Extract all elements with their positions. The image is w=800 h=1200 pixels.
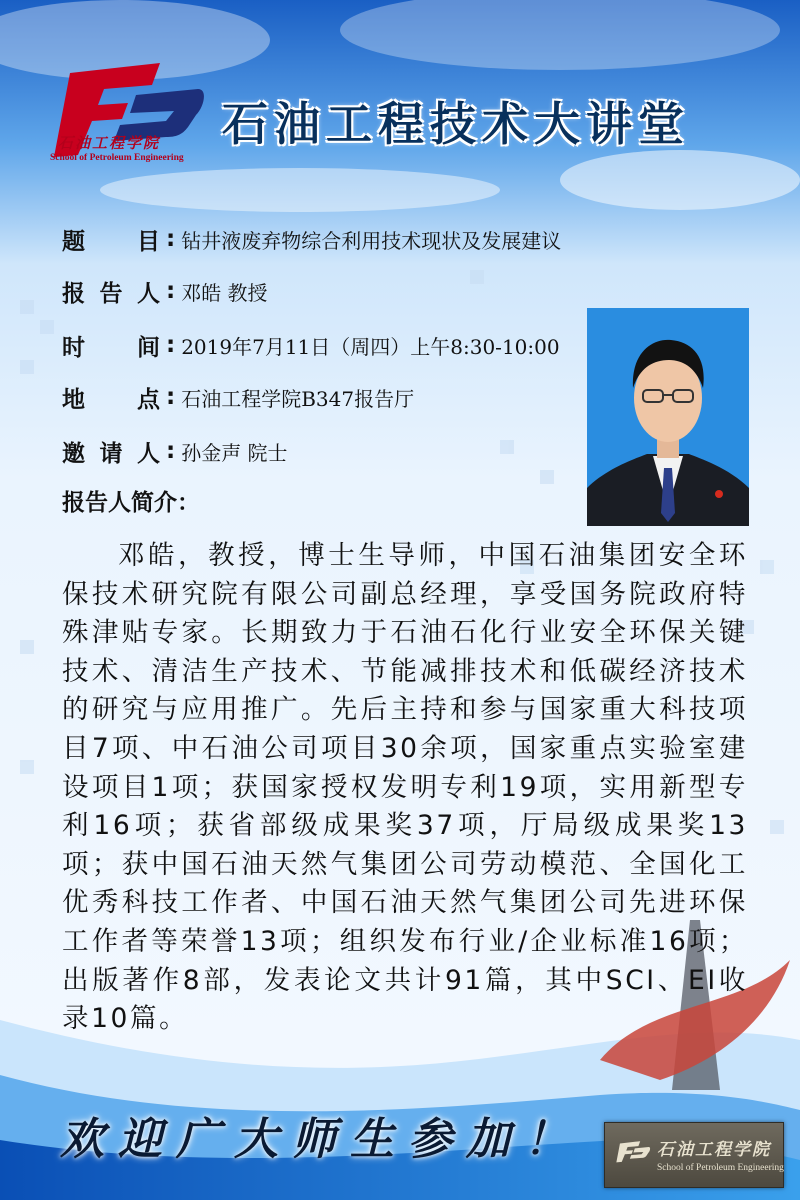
- bio-text: 邓皓，教授，博士生导师，中国石油集团安全环保技术研究院有限公司副总经理，享受国务院政府特殊津贴专家。长期致力于石油石化行业安全环保关键技术、清洁生产技术、节能减排技术和低碳经济技术的研究与应用推广。先后主持和参与国家重大科技项目7项、中石油公司项目30余项，国家重点实验室建设项目1项；获国家授权发明专利19项，实用新型专利16项；获省部级成果奖37项，厅局级成果奖13项；获中国石油天然气集团公司劳动模范、全国化工优秀科技工作者、中国石油天然气集团公司先进环保工作者等荣誉13项；组织发布行业/企业标准16项；出版著作8部，发表论文共计91篇，其中SCI、EI收录10篇。: [62, 540, 748, 1035]
- place-row: 地 点 : 石油工程学院B347报告厅: [62, 380, 414, 414]
- time-label: 时 间: [62, 334, 160, 361]
- inviter-value: 孙金声 院士: [181, 440, 288, 465]
- badge-chinese-name: 石油工程学院: [657, 1140, 771, 1160]
- badge-english-name: School of Petroleum Engineering: [657, 1163, 784, 1173]
- speaker-photo: [587, 308, 749, 526]
- time-value: 2019年7月11日（周四）上午8:30-10:00: [181, 334, 560, 359]
- topic-value: 钻井液废弃物综合利用技术现状及发展建议: [181, 228, 562, 253]
- speaker-value: 邓皓 教授: [181, 280, 268, 305]
- place-value: 石油工程学院B347报告厅: [181, 386, 415, 411]
- welcome-slogan: 欢迎广大师生参加！: [60, 1114, 582, 1165]
- badge-logo-icon: [615, 1134, 651, 1170]
- place-label: 地 点: [62, 386, 160, 413]
- logo-chinese-name: 石油工程学院: [58, 134, 161, 152]
- topic-row: 题 目 : 钻井液废弃物综合利用技术现状及发展建议: [62, 222, 561, 256]
- topic-label: 题 目: [62, 228, 160, 255]
- speaker-row: 报 告 人 : 邓皓 教授: [62, 274, 268, 308]
- bio-heading: 报告人简介：: [62, 490, 200, 516]
- inviter-label: 邀 请 人: [62, 440, 160, 467]
- time-row: 时 间 : 2019年7月11日（周四）上午8:30-10:00: [62, 328, 560, 362]
- speaker-label: 报 告 人: [62, 280, 160, 307]
- logo-english-name: School of Petroleum Engineering: [50, 153, 184, 163]
- school-badge: [604, 1122, 784, 1188]
- inviter-row: 邀 请 人 : 孙金声 院士: [62, 434, 288, 468]
- page-title: 石油工程技术大讲堂: [222, 97, 690, 151]
